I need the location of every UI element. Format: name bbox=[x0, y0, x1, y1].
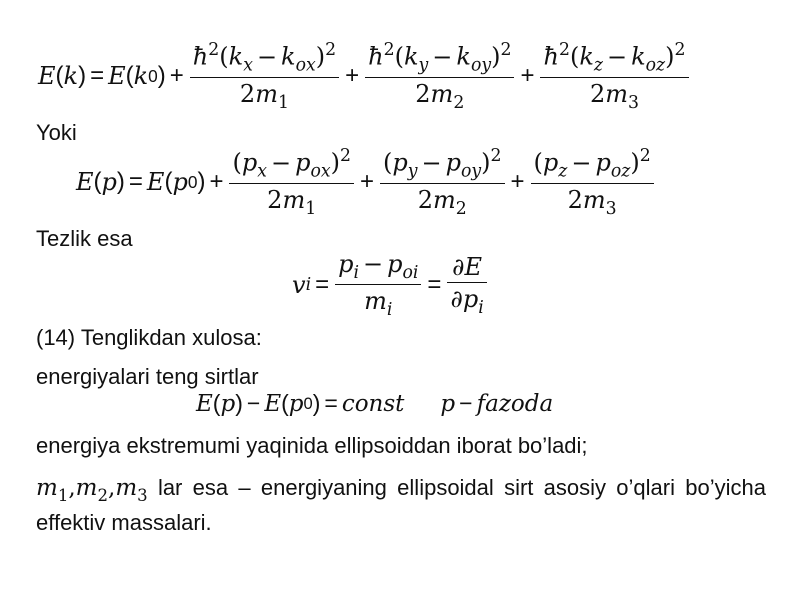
superscript: 2 bbox=[490, 146, 502, 166]
numerator bbox=[449, 253, 485, 282]
text-energiyalari: energiyalari teng sirtlar bbox=[36, 364, 259, 389]
subscript: ox bbox=[310, 161, 331, 182]
numerator bbox=[335, 250, 421, 284]
m-symbol: m bbox=[364, 287, 387, 316]
paren: ( bbox=[55, 62, 64, 90]
p-symbol: p bbox=[288, 390, 304, 417]
m-symbol: m bbox=[430, 79, 454, 108]
minus-sign: − bbox=[421, 148, 442, 177]
m-symbol: m bbox=[36, 475, 58, 501]
p-symbol: p bbox=[392, 148, 408, 177]
paren: ( bbox=[212, 390, 221, 416]
k-symbol: k bbox=[579, 42, 594, 71]
subscript: 3 bbox=[605, 198, 617, 219]
plus-sign: + bbox=[209, 168, 224, 196]
comma: , bbox=[108, 475, 116, 501]
superscript: 2 bbox=[674, 40, 686, 60]
subscript: oy bbox=[460, 161, 482, 182]
equals-sign: = bbox=[128, 168, 143, 196]
fraction-velocity bbox=[335, 250, 421, 320]
subscript: i bbox=[305, 275, 312, 296]
comma: , bbox=[68, 475, 76, 501]
hbar-symbol: ħ bbox=[368, 42, 384, 71]
plus-sign: + bbox=[510, 168, 525, 196]
superscript: 2 bbox=[339, 146, 351, 166]
subscript: 2 bbox=[455, 198, 467, 219]
denominator bbox=[365, 77, 514, 113]
minus-sign: − bbox=[571, 148, 592, 177]
digit: 2 bbox=[567, 185, 583, 214]
superscript: 2 bbox=[639, 146, 651, 166]
plus-sign: + bbox=[169, 62, 184, 90]
subscript: 1 bbox=[305, 198, 317, 219]
k-symbol: k bbox=[281, 42, 296, 71]
equals-sign: = bbox=[90, 62, 105, 90]
subscript: 2 bbox=[453, 92, 465, 113]
subscript: oz bbox=[645, 55, 666, 76]
fraction-kx bbox=[190, 40, 339, 113]
p-symbol: p bbox=[462, 284, 479, 313]
paren: ( bbox=[125, 62, 134, 90]
denominator bbox=[335, 284, 421, 320]
k-symbol: k bbox=[403, 42, 419, 71]
m-symbol: m bbox=[582, 185, 606, 214]
k-symbol: k bbox=[63, 62, 79, 91]
m-symbol: m bbox=[115, 475, 138, 501]
subscript: 3 bbox=[628, 92, 640, 113]
superscript: 2 bbox=[208, 40, 220, 60]
partial-symbol: ∂ bbox=[452, 252, 465, 281]
minus-sign: − bbox=[459, 390, 473, 416]
superscript: 2 bbox=[558, 40, 570, 60]
k-symbol: k bbox=[133, 62, 149, 91]
subscript: 2 bbox=[97, 485, 108, 505]
paren: ) bbox=[235, 390, 243, 416]
superscript: 2 bbox=[383, 40, 395, 60]
fraction-pz bbox=[531, 146, 654, 219]
fraction-kz bbox=[540, 40, 688, 113]
text-tenglik: (14) Tenglikdan xulosa: bbox=[36, 325, 262, 350]
p-symbol: p bbox=[440, 390, 456, 417]
plus-sign: + bbox=[345, 62, 360, 90]
p-symbol: p bbox=[338, 250, 354, 278]
paren: ) bbox=[157, 62, 166, 90]
plus-sign: + bbox=[359, 168, 374, 196]
paren: ) bbox=[630, 148, 640, 177]
p-symbol: p bbox=[241, 148, 258, 177]
subscript: oy bbox=[470, 55, 492, 76]
subscript: y bbox=[407, 161, 418, 182]
m-symbol: m bbox=[255, 79, 278, 108]
fazoda-symbol: fazoda bbox=[476, 390, 554, 417]
p-symbol: p bbox=[220, 390, 236, 417]
paren: ) bbox=[665, 42, 675, 71]
denominator bbox=[190, 77, 339, 113]
paren: ( bbox=[219, 42, 229, 71]
const-symbol: const bbox=[341, 390, 405, 417]
m-symbol: m bbox=[282, 185, 306, 214]
paren: ( bbox=[569, 42, 580, 71]
subscript: z bbox=[593, 55, 603, 76]
p-symbol: p bbox=[101, 168, 117, 197]
equals-sign: = bbox=[315, 271, 330, 299]
hbar-symbol: ħ bbox=[543, 42, 559, 71]
minus-sign: − bbox=[256, 42, 278, 71]
minus-sign: − bbox=[432, 42, 453, 71]
k-symbol: k bbox=[456, 42, 471, 71]
equation-energy-p bbox=[76, 146, 656, 219]
paren: ) bbox=[491, 42, 501, 71]
masses-paragraph bbox=[36, 474, 766, 536]
paren: ( bbox=[232, 148, 242, 177]
p-symbol: p bbox=[387, 250, 403, 278]
E-symbol: E bbox=[76, 168, 94, 197]
digit: 2 bbox=[239, 79, 256, 108]
paren: ( bbox=[382, 148, 393, 177]
subscript: 3 bbox=[137, 485, 148, 505]
partial-symbol: ∂ bbox=[450, 284, 463, 313]
E-symbol: E bbox=[146, 168, 165, 197]
equals-sign: = bbox=[324, 390, 338, 416]
subscript: y bbox=[418, 55, 429, 76]
p-symbol: p bbox=[595, 148, 611, 177]
minus-sign: − bbox=[606, 42, 628, 71]
fraction-derivative bbox=[447, 253, 486, 318]
p-symbol: p bbox=[295, 148, 311, 177]
equation-energy-k bbox=[38, 40, 691, 113]
subscript: 0 bbox=[303, 393, 313, 413]
text-yoki: Yoki bbox=[36, 120, 77, 145]
subscript: i bbox=[478, 297, 484, 318]
minus-sign: − bbox=[270, 148, 292, 177]
subscript: ox bbox=[295, 55, 316, 76]
minus-sign: − bbox=[246, 390, 261, 416]
text-ekstremum: energiya ekstremumi yaqinida ellipsoiddan iborat bo’ladi; bbox=[36, 433, 588, 458]
plus-sign: + bbox=[520, 62, 535, 90]
k-symbol: k bbox=[228, 42, 244, 71]
equation-surface bbox=[196, 390, 553, 417]
fraction-ky bbox=[365, 40, 514, 113]
text-tezlik: Tezlik esa bbox=[36, 226, 133, 251]
subscript: 1 bbox=[57, 485, 69, 505]
numerator bbox=[190, 40, 339, 77]
superscript: 2 bbox=[325, 40, 337, 60]
paren: ) bbox=[78, 62, 87, 90]
subscript: x bbox=[243, 55, 253, 76]
subscript: oz bbox=[610, 161, 631, 182]
numerator bbox=[531, 146, 654, 183]
p-symbol: p bbox=[542, 148, 559, 177]
masses-list bbox=[36, 475, 148, 505]
paren: ) bbox=[330, 148, 340, 177]
v-symbol: v bbox=[292, 271, 306, 300]
m-symbol: m bbox=[432, 185, 456, 214]
subscript: 1 bbox=[277, 92, 289, 113]
numerator bbox=[229, 146, 354, 183]
denominator bbox=[380, 183, 505, 219]
subscript: oi bbox=[402, 263, 419, 284]
denominator bbox=[447, 282, 486, 318]
E-symbol: E bbox=[264, 390, 282, 417]
equals-sign: = bbox=[427, 271, 442, 299]
paren: ) bbox=[481, 148, 491, 177]
k-symbol: k bbox=[631, 42, 646, 71]
E-symbol: E bbox=[38, 62, 56, 91]
hbar-symbol: ħ bbox=[192, 42, 209, 71]
paren: ( bbox=[533, 148, 543, 177]
superscript: 2 bbox=[500, 40, 512, 60]
equation-velocity bbox=[292, 250, 489, 320]
paren: ( bbox=[394, 42, 404, 71]
p-symbol: p bbox=[445, 148, 461, 177]
subscript: x bbox=[257, 161, 267, 182]
digit: 2 bbox=[417, 185, 433, 214]
paren: ( bbox=[281, 390, 289, 416]
subscript: 0 bbox=[148, 65, 158, 86]
fraction-py bbox=[380, 146, 505, 219]
minus-sign: − bbox=[363, 250, 384, 278]
denominator bbox=[540, 77, 688, 113]
subscript: z bbox=[558, 161, 568, 182]
subscript: i bbox=[386, 300, 393, 321]
E-symbol: E bbox=[464, 252, 483, 281]
p-symbol: p bbox=[172, 168, 188, 197]
digit: 2 bbox=[267, 185, 283, 214]
denominator bbox=[531, 183, 654, 219]
subscript: i bbox=[353, 263, 360, 284]
paren: ) bbox=[197, 168, 206, 196]
paren: ) bbox=[315, 42, 326, 71]
E-symbol: E bbox=[196, 390, 213, 417]
subscript: 0 bbox=[187, 171, 198, 192]
paren: ( bbox=[164, 168, 173, 196]
paren: ) bbox=[116, 168, 125, 196]
digit: 2 bbox=[415, 79, 431, 108]
paren: ( bbox=[93, 168, 102, 196]
paren: ) bbox=[312, 390, 321, 416]
fraction-px bbox=[229, 146, 354, 219]
numerator bbox=[540, 40, 688, 77]
m-symbol: m bbox=[605, 79, 629, 108]
digit: 2 bbox=[589, 79, 606, 108]
numerator bbox=[380, 146, 505, 183]
numerator bbox=[365, 40, 514, 77]
E-symbol: E bbox=[108, 62, 126, 91]
denominator bbox=[229, 183, 354, 219]
masses-text: lar esa – energiyaning ellipsoidal sirt asosiy o’qlari bo’yicha effektiv massalari. bbox=[36, 475, 766, 535]
m-symbol: m bbox=[75, 475, 98, 501]
